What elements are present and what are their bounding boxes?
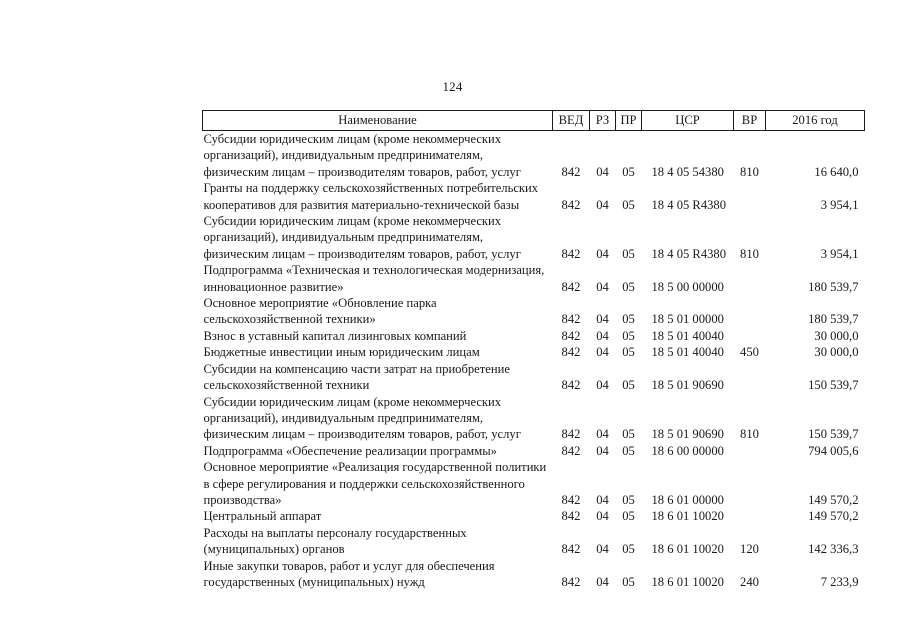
row-csr: 18 4 05 54380 xyxy=(651,164,724,179)
table-row xyxy=(203,262,865,295)
row-csr: 18 5 01 40040 xyxy=(651,345,724,360)
row-rz: 04 xyxy=(596,164,609,179)
row-pr: 05 xyxy=(622,312,635,327)
row-sum: 180 539,7 xyxy=(808,312,859,327)
row-vr xyxy=(734,180,766,213)
header-ved: ВЕД xyxy=(553,111,590,131)
table-row xyxy=(203,459,865,508)
row-rz: 04 xyxy=(596,574,609,589)
row-name: Центральный аппарат xyxy=(203,509,322,524)
row-pr: 05 xyxy=(622,246,635,261)
row-sum: 3 954,1 xyxy=(820,246,859,261)
row-csr: 18 5 00 00000 xyxy=(651,279,724,294)
row-pr: 05 xyxy=(622,574,635,589)
header-sum: 2016 год xyxy=(766,111,865,131)
row-vr xyxy=(734,328,766,344)
row-rz: 04 xyxy=(596,509,609,524)
row-ved: 842 xyxy=(561,345,581,360)
budget-table xyxy=(202,110,865,590)
row-name: Иные закупки товаров, работ и услуг для обеспечения государственных (муниципальных) нужд xyxy=(203,558,495,589)
row-vr xyxy=(734,262,766,295)
row-rz: 04 xyxy=(596,246,609,261)
row-csr: 18 6 01 10020 xyxy=(651,542,724,557)
row-rz: 04 xyxy=(596,378,609,393)
row-csr: 18 5 01 90690 xyxy=(651,378,724,393)
row-sum: 142 336,3 xyxy=(808,542,859,557)
row-rz: 04 xyxy=(596,328,609,343)
row-sum: 150 539,7 xyxy=(808,378,859,393)
table-row xyxy=(203,558,865,591)
row-ved: 842 xyxy=(561,542,581,557)
row-name: Субсидии юридическим лицам (кроме некоммерческих организаций), индивидуальным предпринимателям, физическим лицам – производителям товаров, работ, услуг xyxy=(203,132,521,179)
row-pr: 05 xyxy=(622,443,635,458)
header-rz: РЗ xyxy=(590,111,616,131)
row-ved: 842 xyxy=(561,509,581,524)
table-body xyxy=(203,131,865,591)
row-sum: 149 570,2 xyxy=(808,509,859,524)
row-sum: 149 570,2 xyxy=(808,492,859,507)
row-name: Подпрограмма «Техническая и технологическая модернизация, инновационное развитие» xyxy=(203,263,545,294)
row-vr xyxy=(734,295,766,328)
row-name: Субсидии юридическим лицам (кроме некоммерческих организаций), индивидуальным предпринимателям, физическим лицам – производителям товаров, работ, услуг xyxy=(203,394,521,442)
row-pr: 05 xyxy=(622,279,635,294)
row-pr: 05 xyxy=(622,492,635,507)
table-row xyxy=(203,180,865,213)
header-name: Наименование xyxy=(203,111,553,131)
row-pr: 05 xyxy=(622,378,635,393)
row-name: Субсидии юридическим лицам (кроме некоммерческих организаций), индивидуальным предпринимателям, физическим лицам – производителям товаров, работ, услуг xyxy=(203,214,521,261)
row-csr: 18 5 01 40040 xyxy=(651,328,724,343)
row-vr xyxy=(734,361,766,394)
row-pr: 05 xyxy=(622,509,635,524)
table-row xyxy=(203,525,865,558)
row-ved: 842 xyxy=(561,427,581,442)
row-rz: 04 xyxy=(596,542,609,557)
row-ved: 842 xyxy=(561,164,581,179)
row-ved: 842 xyxy=(561,328,581,343)
row-ved: 842 xyxy=(561,492,581,507)
header-vr: ВР xyxy=(734,111,766,131)
table-row xyxy=(203,394,865,443)
table-row xyxy=(203,295,865,328)
table-row xyxy=(203,213,865,262)
row-vr: 810 xyxy=(740,246,759,261)
table-row xyxy=(203,443,865,459)
row-csr: 18 5 01 00000 xyxy=(651,312,724,327)
row-ved: 842 xyxy=(561,378,581,393)
row-rz: 04 xyxy=(596,443,609,458)
header-csr: ЦСР xyxy=(642,111,734,131)
row-vr: 810 xyxy=(740,164,759,179)
row-vr xyxy=(734,443,766,459)
row-pr: 05 xyxy=(622,328,635,343)
row-ved: 842 xyxy=(561,312,581,327)
row-csr: 18 4 05 R4380 xyxy=(651,246,727,261)
table-row xyxy=(203,344,865,360)
row-rz: 04 xyxy=(596,312,609,327)
row-ved: 842 xyxy=(561,197,581,212)
row-vr: 810 xyxy=(740,427,759,442)
row-csr: 18 6 01 00000 xyxy=(651,492,724,507)
row-csr: 18 6 01 10020 xyxy=(651,574,724,589)
page-number: 124 xyxy=(442,79,463,94)
row-name: Субсидии на компенсацию части затрат на приобретение сельскохозяйственной техники xyxy=(203,361,510,393)
row-sum: 7 233,9 xyxy=(820,574,859,589)
row-ved: 842 xyxy=(561,279,581,294)
row-sum: 3 954,1 xyxy=(820,197,859,212)
row-sum: 180 539,7 xyxy=(808,279,859,294)
row-csr: 18 4 05 R4380 xyxy=(651,197,727,212)
row-name: Подпрограмма «Обеспечение реализации программы» xyxy=(203,443,497,458)
row-name: Гранты на поддержку сельскохозяйственных потребительских кооперативов для развития материально-технической базы xyxy=(203,181,539,212)
table-row xyxy=(203,328,865,344)
row-name: Бюджетные инвестиции иным юридическим лицам xyxy=(203,345,480,360)
row-name: Основное мероприятие «Реализация государственной политики в сфере регулирования и поддержки сельскохозяйственного производства» xyxy=(203,460,547,507)
row-csr: 18 5 01 90690 xyxy=(651,427,724,442)
row-name: Основное мероприятие «Обновление парка сельскохозяйственной техники» xyxy=(203,296,437,327)
row-rz: 04 xyxy=(596,492,609,507)
row-csr: 18 6 01 10020 xyxy=(651,509,724,524)
row-vr xyxy=(734,459,766,508)
row-sum: 16 640,0 xyxy=(814,164,859,179)
row-vr: 120 xyxy=(740,542,759,557)
row-sum: 150 539,7 xyxy=(808,427,859,442)
row-ved: 842 xyxy=(561,574,581,589)
row-pr: 05 xyxy=(622,542,635,557)
table-row xyxy=(203,361,865,394)
table-row xyxy=(203,131,865,181)
row-vr: 240 xyxy=(740,574,759,589)
row-name: Взнос в уставный капитал лизинговых компаний xyxy=(203,328,467,343)
row-vr: 450 xyxy=(740,345,759,360)
row-sum: 794 005,6 xyxy=(808,443,859,458)
row-rz: 04 xyxy=(596,345,609,360)
row-rz: 04 xyxy=(596,427,609,442)
row-rz: 04 xyxy=(596,197,609,212)
row-ved: 842 xyxy=(561,246,581,261)
row-pr: 05 xyxy=(622,164,635,179)
table-row xyxy=(203,508,865,524)
header-pr: ПР xyxy=(616,111,642,131)
row-name: Расходы на выплаты персоналу государственных (муниципальных) органов xyxy=(203,525,467,557)
row-pr: 05 xyxy=(622,427,635,442)
row-pr: 05 xyxy=(622,345,635,360)
row-vr xyxy=(734,508,766,524)
row-sum: 30 000,0 xyxy=(814,328,859,343)
row-ved: 842 xyxy=(561,443,581,458)
row-sum: 30 000,0 xyxy=(814,345,859,360)
row-rz: 04 xyxy=(596,279,609,294)
row-pr: 05 xyxy=(622,197,635,212)
row-csr: 18 6 00 00000 xyxy=(651,443,724,458)
table-header-row xyxy=(203,111,865,131)
